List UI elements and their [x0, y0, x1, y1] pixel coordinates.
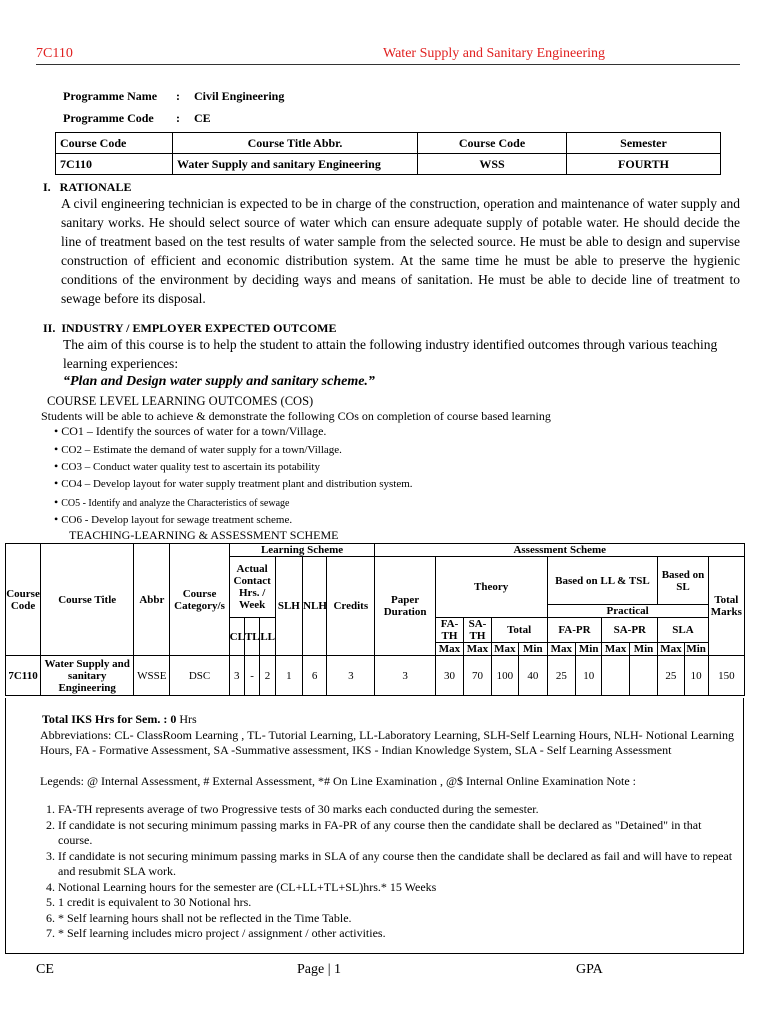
row-category: DSC — [170, 656, 229, 696]
credits-header: Credits — [327, 557, 375, 656]
row-sla-min: 10 — [684, 656, 708, 696]
programme-name-value: Civil Engineering — [194, 89, 285, 103]
programme-code-value: CE — [194, 111, 211, 125]
fa-pr-header: FA-PR — [547, 618, 602, 643]
list-item: • CO3 – Conduct water quality test to ascertain its potability — [54, 459, 320, 473]
course-info-table — [55, 132, 721, 175]
abbr-col: Abbr — [134, 544, 170, 656]
list-item: 5. 1 credit is equivalent to 30 Notional hrs. — [58, 895, 738, 911]
list-item: 3. If candidate is not securing minimum passing marks in SLA of any course then the candidate shall be declared as fail and will have to repeat and resubmit SLA work. — [58, 849, 738, 880]
row-sa-pr-min — [629, 656, 658, 696]
list-item: • CO6 - Develop layout for sewage treatment scheme. — [54, 512, 293, 526]
programme-code-label: Programme Code — [63, 111, 154, 125]
tl-header: TL — [244, 618, 259, 656]
row-sa-pr-max — [602, 656, 629, 696]
notes-list-wrap — [26, 802, 738, 942]
row-slh: 1 — [275, 656, 302, 696]
list-item: 2. If candidate is not securing minimum passing marks in FA-PR of any course then the candidate shall be declared as "Detained" in that course. — [58, 818, 738, 849]
actual-contact-header: Actual Contact Hrs. / Week — [229, 557, 275, 618]
based-ll-tsl-header: Based on LL & TSL — [547, 557, 658, 605]
max-header: Max — [658, 643, 684, 656]
course-title-cell: Water Supply and sanitary Engineering — [173, 154, 418, 175]
list-item: 4. Notional Learning hours for the semester are (CL+LL+TL+SL)hrs.* 15 Weeks — [58, 880, 738, 896]
row-total-min: 40 — [519, 656, 548, 696]
course-code-col: Course Code — [6, 544, 41, 656]
row-paper: 3 — [375, 656, 435, 696]
learning-scheme-header: Learning Scheme — [229, 544, 375, 557]
sa-pr-header: SA-PR — [602, 618, 658, 643]
header-course-title: Water Supply and Sanitary Engineering — [383, 46, 606, 61]
nlh-header: NLH — [303, 557, 327, 656]
row-title: Water Supply and sanitary Engineering — [41, 656, 134, 696]
row-total-max: 100 — [491, 656, 518, 696]
max-header: Max — [491, 643, 518, 656]
category-col: Course Category/s — [170, 544, 229, 656]
course-code-header: Course Code — [56, 133, 173, 154]
notes-box — [5, 698, 744, 954]
row-code: 7C110 — [6, 656, 41, 696]
iks-unit: Hrs — [179, 712, 197, 726]
row-total-marks: 150 — [708, 656, 744, 696]
row-fa-pr-max: 25 — [547, 656, 576, 696]
rationale-text: A civil engineering technician is expected to be in charge of the construction, operation and maintenance of water supply and sanitary works. He should select source of water which can ensure adequate supply of potable water. He should decide the line of treatment based on the test results of water sample from the selected source. He must be able to design and supervise construction of efficient and economic distribution system. At the same time he must be able to preserve the hygienic conditions of the environment by deciding ways and means of sanitation. He must be able to decide line of treatment to sewage before its disposal. — [61, 196, 740, 306]
course-title-col: Course Title — [41, 544, 134, 656]
colon: : — [176, 111, 180, 125]
min-header: Min — [576, 643, 602, 656]
colon: : — [176, 89, 180, 103]
outcome-quote: “Plan and Design water supply and sanitary scheme.” — [63, 374, 375, 389]
row-abbr: WSSE — [134, 656, 170, 696]
row-cl: 3 — [229, 656, 244, 696]
list-item: • CO2 – Estimate the demand of water supply for a town/Village. — [54, 442, 342, 456]
max-header: Max — [547, 643, 576, 656]
programme-name-row — [63, 89, 363, 105]
total-header: Total — [491, 618, 547, 643]
list-item: 7. * Self learning includes micro project / assignment / other activities. — [58, 926, 738, 942]
iks-label: Total IKS Hrs for Sem. : 0 — [42, 712, 177, 726]
fa-th-header: FA-TH — [435, 618, 464, 643]
cos-list — [54, 424, 413, 528]
header-divider — [36, 64, 740, 65]
ll-header: LL — [260, 618, 275, 656]
row-tl: - — [244, 656, 259, 696]
sla-header: SLA — [658, 618, 708, 643]
max-header: Max — [602, 643, 629, 656]
row-sla-max: 25 — [658, 656, 684, 696]
outcome-text: The aim of this course is to help the student to attain the following industry identified outcomes through various teaching learning experiences: — [63, 337, 718, 371]
rationale-heading: I. RATIONALE — [43, 180, 132, 194]
row-sa-th-max: 70 — [464, 656, 491, 696]
course-abbr-header: Course Code — [418, 133, 567, 154]
footer-left: CE — [36, 962, 54, 977]
cl-header: CL — [229, 618, 244, 656]
paper-duration-header: Paper Duration — [375, 557, 435, 656]
row-fa-pr-min: 10 — [576, 656, 602, 696]
total-marks-header: Total Marks — [708, 557, 744, 656]
list-item: 6. * Self learning hours shall not be reflected in the Time Table. — [58, 911, 738, 927]
slh-header: SLH — [275, 557, 302, 656]
sa-th-header: SA-TH — [464, 618, 491, 643]
header-course-code: 7C110 — [36, 46, 73, 61]
cos-intro: Students will be able to achieve & demonstrate the following COs on completion of course based learning — [41, 409, 551, 423]
abbreviations: Abbreviations: CL- ClassRoom Learning , TL- Tutorial Learning, LL-Laboratory Learning, SLH-Self Learning Hours, NLH- Notional Learning Hours, FA - Formative Assessment, SA -Summative assessment, IKS - Indian Knowledge System, SLA - Self Learning Assessment — [40, 728, 734, 757]
max-header: Max — [435, 643, 464, 656]
scheme-heading: TEACHING-LEARNING & ASSESSMENT SCHEME — [69, 528, 339, 542]
theory-header: Theory — [435, 557, 547, 618]
practical-header: Practical — [547, 605, 708, 618]
outcome-heading: II. INDUSTRY / EMPLOYER EXPECTED OUTCOME — [43, 321, 337, 335]
list-item: 1. FA-TH represents average of two Progressive tests of 30 marks each conducted during the semester. — [58, 802, 738, 818]
programme-name-label: Programme Name — [63, 89, 158, 103]
assessment-scheme-table — [5, 543, 745, 696]
footer-right: GPA — [576, 962, 603, 977]
max-header: Max — [464, 643, 491, 656]
row-credits: 3 — [327, 656, 375, 696]
cos-heading: COURSE LEVEL LEARNING OUTCOMES (COS) — [47, 394, 314, 408]
table-row — [6, 656, 745, 696]
min-header: Min — [684, 643, 708, 656]
footer-page-number: Page | 1 — [297, 962, 342, 977]
assessment-scheme-header: Assessment Scheme — [375, 544, 745, 557]
list-item: • CO1 – Identify the sources of water for a town/Village. — [54, 424, 327, 438]
course-abbr-cell: WSS — [418, 154, 567, 175]
list-item: • CO5 - Identify and analyze the Characteristics of sewage — [54, 495, 290, 509]
row-fa-th-max: 30 — [435, 656, 464, 696]
programme-code-row — [63, 111, 363, 127]
min-header: Min — [519, 643, 548, 656]
legends: Legends: @ Internal Assessment, # External Assessment, *# On Line Examination , @$ Internal Online Examination Note : — [40, 774, 636, 788]
course-title-header: Course Title Abbr. — [173, 133, 418, 154]
course-code-cell: 7C110 — [56, 154, 173, 175]
min-header: Min — [629, 643, 658, 656]
notes-list — [26, 802, 738, 942]
based-sl-header: Based on SL — [658, 557, 708, 605]
row-ll: 2 — [260, 656, 275, 696]
row-nlh: 6 — [303, 656, 327, 696]
semester-cell: FOURTH — [567, 154, 721, 175]
iks-line — [42, 712, 197, 727]
semester-header: Semester — [567, 133, 721, 154]
list-item: • CO4 – Develop layout for water supply treatment plant and distribution system. — [54, 476, 413, 490]
